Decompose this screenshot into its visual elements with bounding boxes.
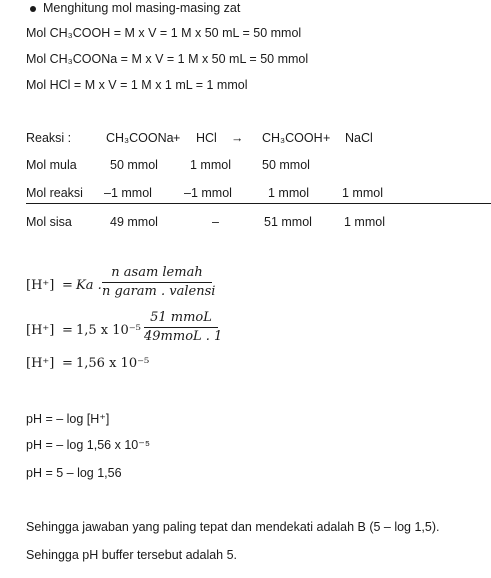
h-plus-1: [H⁺] [26, 278, 55, 293]
cell-sisa-2: – [212, 215, 219, 229]
equals-3: = [62, 356, 73, 371]
table-divider [26, 203, 491, 204]
row-label-sisa: Mol sisa [26, 215, 72, 229]
cell-mula-2: 1 mmol [190, 158, 231, 172]
coefficient: 1,5 x 10⁻⁵ . [76, 323, 150, 338]
species-plus-1: + [173, 131, 181, 145]
h-plus-3: [H⁺] [26, 356, 55, 371]
cell-sisa-4: 1 mmol [344, 215, 385, 229]
heading-bullet [0, 0, 491, 18]
cell-sisa-3: 51 mmol [264, 215, 312, 229]
cell-reaksi-2: –1 mmol [184, 186, 232, 200]
fraction-numerator: n asam lemah [111, 265, 203, 280]
species-plus-2: + [323, 131, 331, 145]
equals-1: = [62, 278, 73, 293]
reaction-label: Reaksi : [26, 131, 72, 145]
species-ch3cooh: CH₃COOH [262, 131, 323, 145]
fraction-mol-ratio [102, 265, 216, 299]
cell-reaksi-1: –1 mmol [104, 186, 152, 200]
cell-mula-3: 50 mmol [262, 158, 310, 172]
ph-line-3: pH = 5 – log 1,56 [26, 466, 122, 480]
mol-line-ch3coona: Mol CH₃COONa = M x V = 1 M x 50 mL = 50 mmol [26, 52, 309, 66]
species-ch3coona: CH₃COONa [106, 131, 174, 145]
conclusion-answer: Sehingga jawaban yang paling tepat dan mendekati adalah B (5 – log 1,5). [26, 520, 440, 534]
row-label-mula: Mol mula [26, 158, 77, 172]
species-nacl: NaCl [345, 131, 373, 145]
ph-line-2: pH = – log 1,56 x 10⁻⁵ [26, 438, 151, 452]
ka-term: Ka . [76, 278, 102, 293]
bullet-dot-icon [30, 6, 36, 12]
conclusion-ph: Sehingga pH buffer tersebut adalah 5. [26, 548, 238, 562]
fraction-bar [102, 282, 212, 283]
fraction-mmol [144, 310, 223, 344]
mol-line-ch3cooh: Mol CH₃COOH = M x V = 1 M x 50 mL = 50 mmol [26, 26, 302, 40]
h-plus-result: 1,56 x 10⁻⁵ [76, 356, 150, 371]
species-arrow: → [231, 131, 244, 145]
equals-2: = [62, 323, 73, 338]
fraction-denominator-2: 49mmoL . 1 [144, 329, 223, 344]
cell-sisa-1: 49 mmol [110, 215, 158, 229]
ph-line-1: pH = – log [H⁺] [26, 412, 110, 426]
species-hcl: HCl [196, 131, 217, 145]
cell-mula-1: 50 mmol [110, 158, 158, 172]
section-heading: Menghitung mol masing-masing zat [43, 1, 241, 15]
mol-line-hcl: Mol HCl = M x V = 1 M x 1 mL = 1 mmol [26, 78, 248, 92]
h-plus-2: [H⁺] [26, 323, 55, 338]
fraction-denominator: n garam . valensi [102, 284, 216, 299]
cell-reaksi-4: 1 mmol [342, 186, 383, 200]
fraction-bar-2 [144, 327, 218, 328]
fraction-numerator-2: 51 mmoL [150, 310, 212, 325]
row-label-reaksi: Mol reaksi [26, 186, 83, 200]
cell-reaksi-3: 1 mmol [268, 186, 309, 200]
